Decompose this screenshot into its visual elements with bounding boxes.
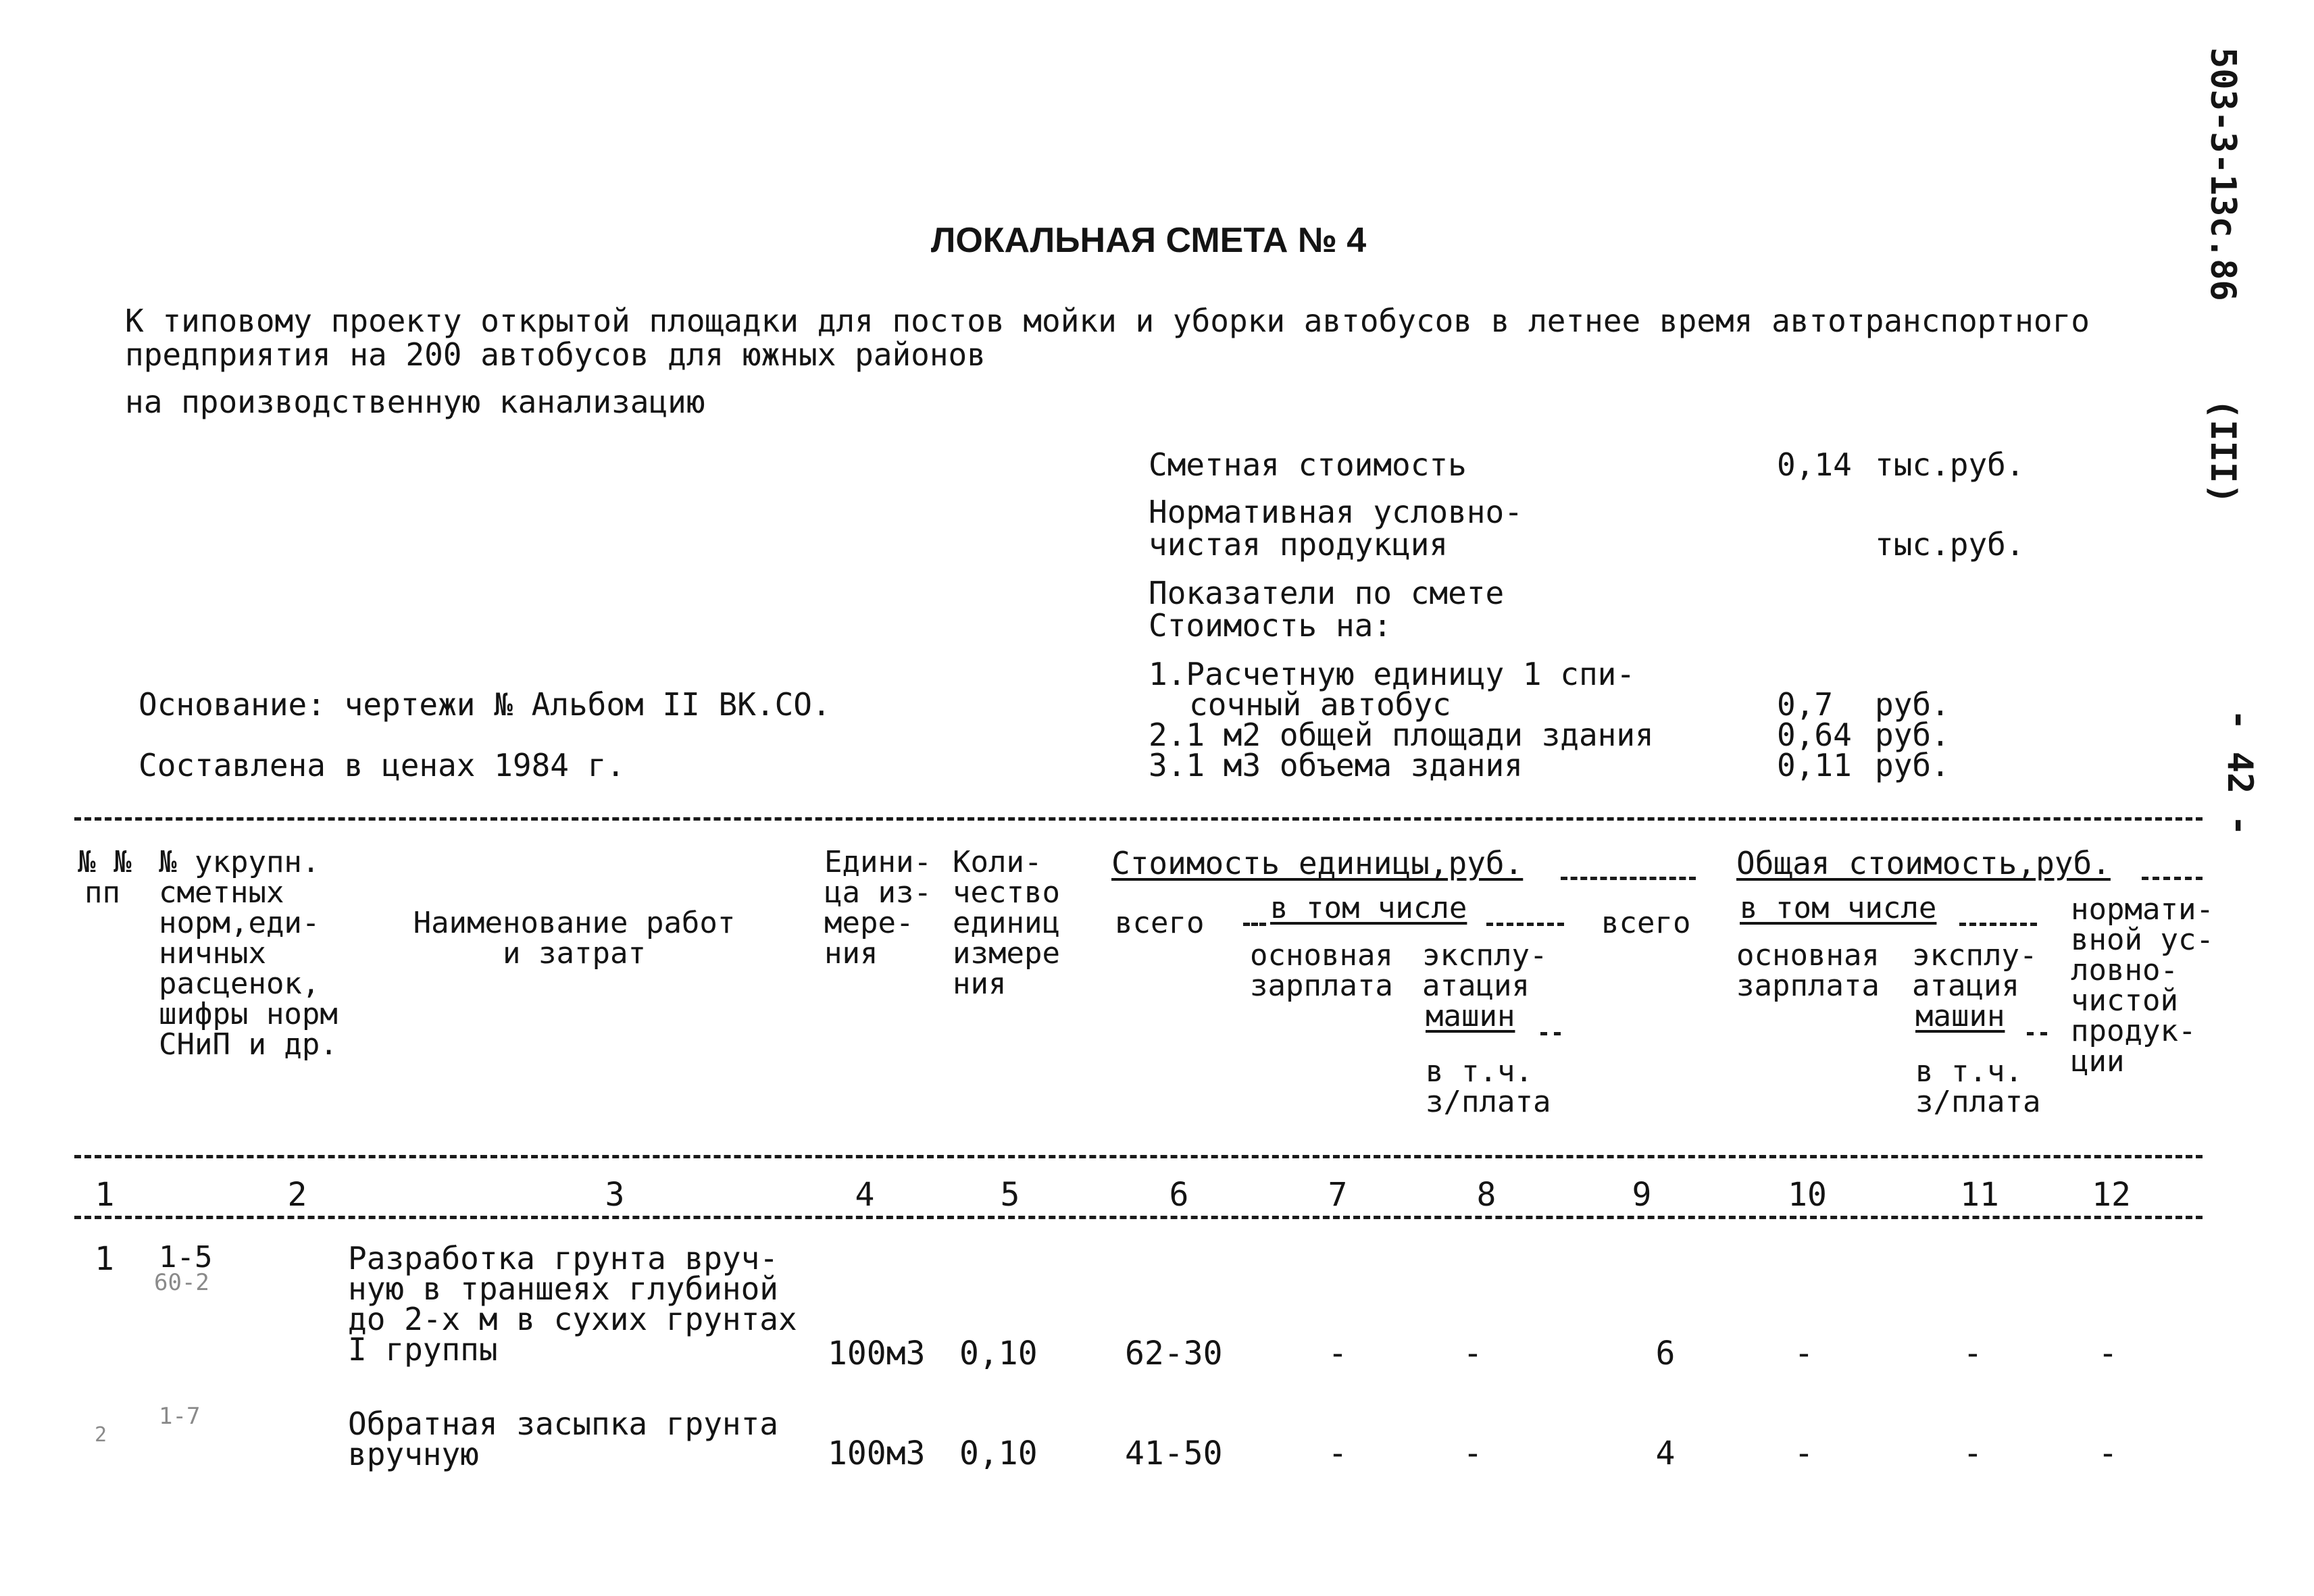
column-number: 7	[1328, 1176, 1348, 1214]
header-col12-line2: вной ус-	[2071, 923, 2214, 957]
row-number: 2	[95, 1423, 107, 1447]
header-total-cost-tail	[2142, 877, 2203, 880]
object-line: на производственную канализацию	[125, 384, 705, 420]
column-numbers-rule	[74, 1216, 2203, 1219]
indicator-3-label: 3.1 м3 объема здания	[1149, 747, 1523, 783]
indicator-3-unit: руб.	[1875, 747, 1950, 783]
cost-unit: тыс.руб.	[1875, 446, 2025, 483]
row-code-line2: 60-2	[154, 1269, 209, 1296]
row-total-wage: -	[1794, 1435, 1814, 1472]
header-col6-all: всего	[1115, 906, 1205, 940]
header-col10-line1: основная	[1736, 938, 1880, 973]
header-col7-line2: зарплата	[1250, 969, 1393, 1003]
row-quantity: 0,10	[959, 1435, 1038, 1472]
header-col12-line4: чистой	[2071, 983, 2178, 1018]
row-name-line1: Обратная засыпка грунта	[348, 1406, 778, 1442]
header-col11-line5: з/плата	[1915, 1085, 2041, 1119]
header-col9-all: всего	[1601, 906, 1691, 940]
subtitle-line-2: предприятия на 200 автобусов для южных районов	[125, 336, 986, 373]
header-col1-line1: № №	[78, 845, 132, 879]
header-col8-tail	[1540, 1032, 1561, 1035]
header-col8-line1: эксплу-	[1422, 938, 1548, 973]
column-number: 10	[1788, 1176, 1827, 1214]
indicators-line-1: Показатели по смете	[1149, 575, 1505, 611]
row-unit-wage: -	[1328, 1435, 1348, 1472]
column-number: 1	[95, 1176, 115, 1214]
header-total-incl-tail	[1959, 923, 2037, 926]
header-col7-line1: основная	[1250, 938, 1393, 973]
header-unit-cost-tail	[1561, 877, 1696, 880]
indicator-2-value: 0,64	[1777, 717, 1852, 753]
row-total: 6	[1655, 1335, 1676, 1372]
row-unit-machines: -	[1463, 1435, 1483, 1472]
header-col4-line4: ния	[824, 936, 878, 971]
row-norm-product: -	[2098, 1335, 2118, 1372]
header-col4-line1: Едини-	[824, 845, 932, 879]
header-col4-line3: мере-	[824, 906, 914, 940]
header-col3-line1: Наименование работ	[413, 906, 736, 940]
header-col8-line5: з/плата	[1426, 1085, 1551, 1119]
subtitle-line-1: К типовому проекту открытой площадки для постов мойки и уборки автобусов в летнее время автотранспортного	[125, 303, 2090, 339]
header-unit-incl-lead	[1243, 923, 1266, 926]
header-unit-incl: в том числе	[1270, 891, 1467, 925]
row-unit-wage: -	[1328, 1335, 1348, 1372]
header-unit-incl-tail	[1486, 923, 1564, 926]
header-col11-line1: эксплу-	[1912, 938, 2038, 973]
indicator-1-unit: руб.	[1875, 686, 1950, 723]
header-col8-line2: атация	[1422, 969, 1530, 1003]
row-name-line4: I группы	[348, 1331, 498, 1368]
row-name-line3: до 2-х м в сухих грунтах	[348, 1301, 797, 1337]
header-col5-line2: чество	[953, 875, 1060, 910]
row-quantity: 0,10	[959, 1335, 1038, 1372]
table-top-rule	[74, 817, 2203, 821]
row-name-line1: Разработка грунта вруч-	[348, 1240, 778, 1277]
row-total: 4	[1655, 1435, 1676, 1472]
page-number-vertical: - 42 -	[2219, 709, 2260, 836]
header-col5-line4: измере	[953, 936, 1060, 971]
row-code-line1: 1-7	[159, 1403, 201, 1430]
header-col2-line4: ничных	[159, 936, 266, 971]
prices-line: Составлена в ценах 1984 г.	[139, 747, 626, 783]
row-code-line1: 1-5	[159, 1240, 213, 1275]
header-col2-line6: шифры норм	[159, 997, 338, 1031]
header-col8-line3: машин	[1426, 999, 1515, 1033]
indicator-2-unit: руб.	[1875, 717, 1950, 753]
row-unit: 100м3	[828, 1435, 926, 1472]
document-title: ЛОКАЛЬНАЯ СМЕТА № 4	[930, 221, 1367, 260]
volume-mark-vertical: (III)	[2203, 398, 2243, 505]
indicators-line-2: Стоимость на:	[1149, 607, 1392, 644]
row-norm-product: -	[2098, 1435, 2118, 1472]
row-name-line2: вручную	[348, 1436, 479, 1472]
document-code-vertical: 503-3-13с.86	[2203, 47, 2243, 301]
column-number: 4	[855, 1176, 875, 1214]
header-col11-tail	[2027, 1032, 2047, 1035]
cost-value: 0,14	[1777, 446, 1852, 483]
row-total-machines: -	[1963, 1335, 1983, 1372]
header-col12-line3: ловно-	[2071, 953, 2178, 987]
header-col5-line5: ния	[953, 967, 1007, 1001]
norm-label-2: чистая продукция	[1149, 526, 1449, 563]
column-number: 3	[605, 1176, 625, 1214]
cost-label: Сметная стоимость	[1149, 446, 1467, 483]
header-col12-line5: продук-	[2071, 1014, 2196, 1048]
header-unit-cost: Стоимость единицы,руб.	[1111, 845, 1524, 881]
column-number: 12	[2092, 1176, 2131, 1214]
header-col2-line5: расценок,	[159, 967, 320, 1001]
header-col5-line1: Коли-	[953, 845, 1042, 879]
column-number: 8	[1476, 1176, 1496, 1214]
row-total-wage: -	[1794, 1335, 1814, 1372]
header-col11-line3: машин	[1915, 999, 2005, 1033]
row-unit: 100м3	[828, 1335, 926, 1372]
row-name-line2: ную в траншеях глубиной	[348, 1270, 778, 1307]
header-col12-line6: ции	[2071, 1044, 2125, 1079]
basis-line: Основание: чертежи № Альбом II ВК.СО.	[139, 686, 831, 723]
row-unit-total: 62-30	[1125, 1335, 1223, 1372]
column-number: 11	[1960, 1176, 1999, 1214]
column-number: 9	[1632, 1176, 1652, 1214]
header-bottom-rule	[74, 1155, 2203, 1158]
header-col2-line1: № укрупн.	[159, 845, 320, 879]
header-col5-line3: единиц	[953, 906, 1060, 940]
column-number: 2	[287, 1176, 307, 1214]
row-number: 1	[95, 1240, 114, 1278]
header-total-cost: Общая стоимость,руб.	[1736, 845, 2111, 881]
indicator-1-value: 0,7	[1777, 686, 1834, 723]
row-unit-machines: -	[1463, 1335, 1483, 1372]
header-col11-line4: в т.ч.	[1915, 1054, 2023, 1089]
header-col1-line2: пп	[84, 875, 120, 910]
header-col2-line2: сметных	[159, 875, 284, 910]
header-col2-line3: норм,еди-	[159, 906, 320, 940]
indicator-3-value: 0,11	[1777, 747, 1852, 783]
row-total-machines: -	[1963, 1435, 1983, 1472]
header-total-incl: в том числе	[1740, 891, 1937, 925]
norm-label-1: Нормативная условно-	[1149, 494, 1523, 530]
indicator-1-line-2: сочный автобус	[1189, 686, 1451, 723]
header-col4-line2: ца из-	[824, 875, 932, 910]
header-col10-line2: зарплата	[1736, 969, 1880, 1003]
row-unit-total: 41-50	[1125, 1435, 1223, 1472]
header-col11-line2: атация	[1912, 969, 2019, 1003]
header-col3-line2: и затрат	[503, 936, 646, 971]
column-number: 6	[1169, 1176, 1189, 1214]
norm-unit: тыс.руб.	[1875, 526, 2025, 563]
indicator-1-line-1: 1.Расчетную единицу 1 спи-	[1149, 656, 1636, 692]
header-col12-line1: нормати-	[2071, 892, 2214, 927]
header-col8-line4: в т.ч.	[1426, 1054, 1533, 1089]
column-number: 5	[1000, 1176, 1020, 1214]
indicator-2-label: 2.1 м2 общей площади здания	[1149, 717, 1654, 753]
header-col2-line7: СНиП и др.	[159, 1027, 338, 1062]
